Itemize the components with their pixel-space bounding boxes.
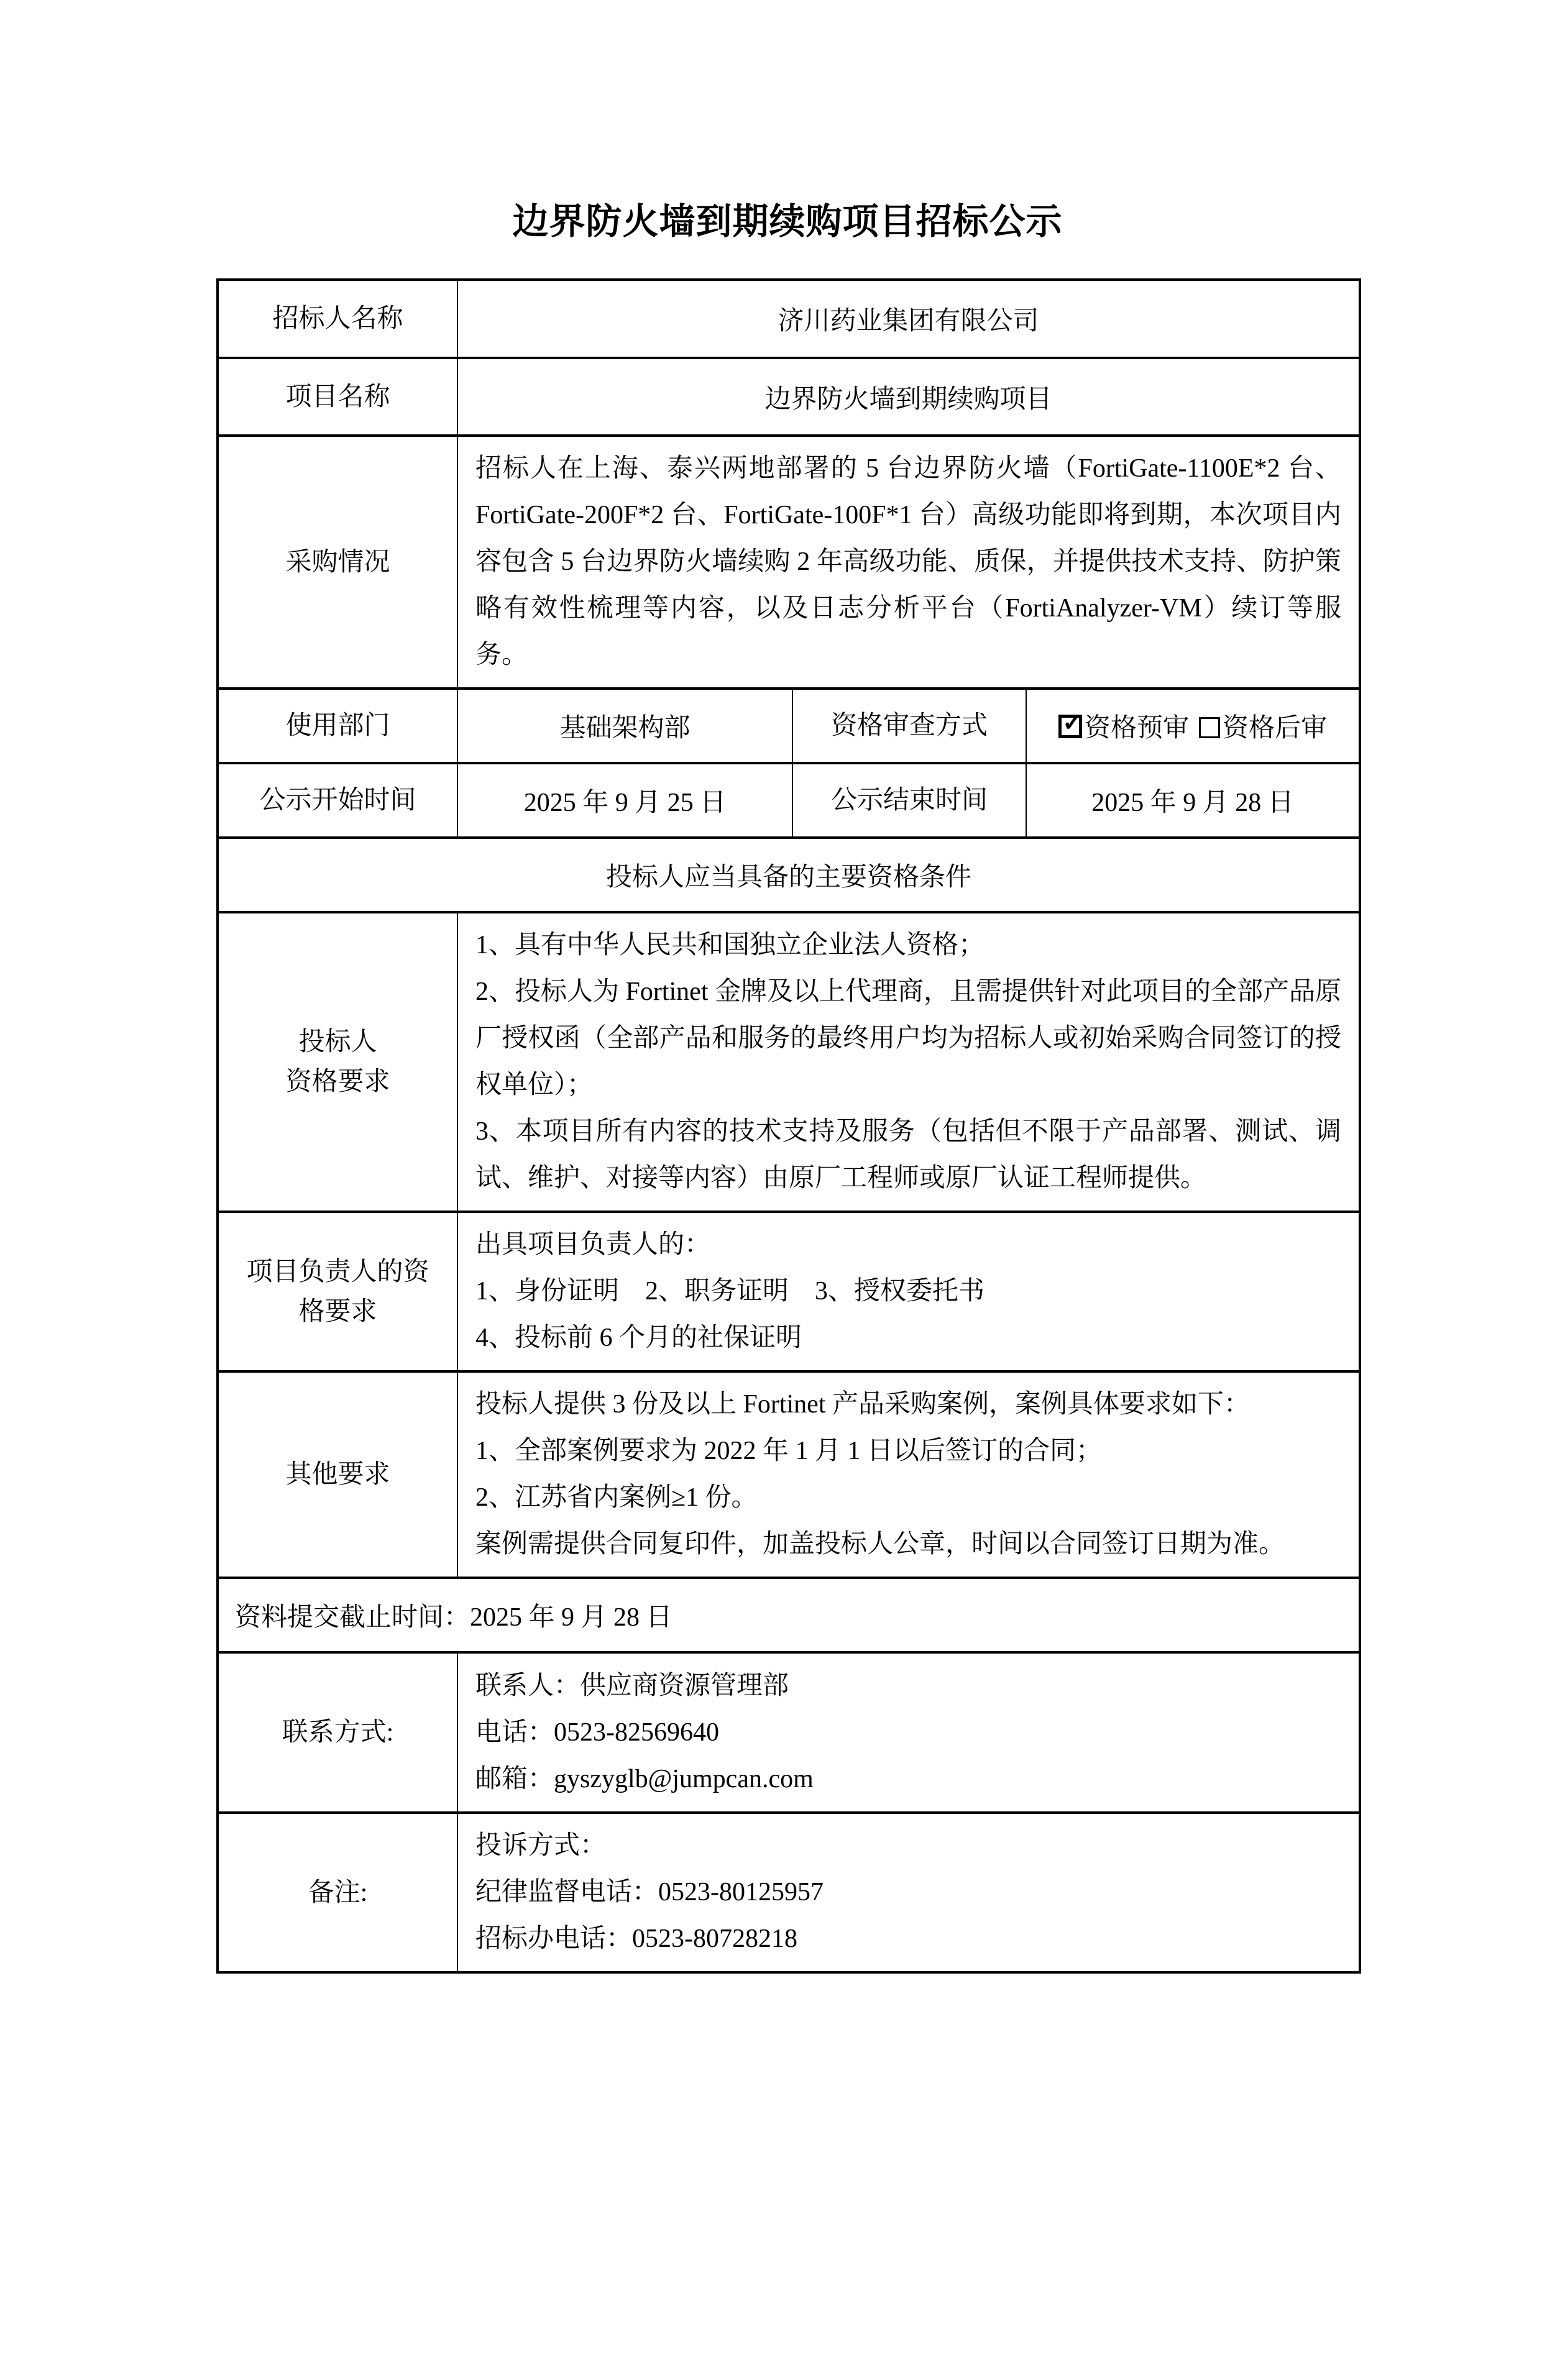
page-title: 边界防火墙到期续购项目招标公示 (512, 201, 1063, 242)
row-other-requirements (218, 1371, 1360, 1578)
row-project-name (218, 358, 1360, 436)
bidder-name-label: 招标人名称 (218, 280, 457, 358)
manager-qualification-line: 1、身份证明 2、职务证明 3、授权委托书 (475, 1277, 985, 1306)
other-requirements-label: 其他要求 (218, 1371, 457, 1578)
row-procurement (218, 436, 1360, 689)
remarks-line: 投诉方式： (475, 1831, 607, 1860)
row-bidder-name (218, 280, 1360, 358)
qualification-section-header: 投标人应当具备的主要资格条件 (218, 838, 1360, 912)
row-contact (218, 1652, 1360, 1813)
publicity-end-value: 2025 年 9 月 28 日 (1026, 763, 1360, 838)
remarks-line: 纪律监督电话：0523-80125957 (475, 1878, 824, 1906)
qualification-review-options (1026, 689, 1360, 763)
checkmark-icon: ✓ (1062, 708, 1083, 736)
checkbox-unchecked-icon (1199, 717, 1220, 738)
qualification-review-label: 资格审查方式 (792, 689, 1026, 763)
row-publicity-time (218, 763, 1360, 838)
remarks-label: 备注: (218, 1813, 457, 1972)
publicity-end-label: 公示结束时间 (792, 763, 1026, 838)
checkbox-checked-icon (1058, 708, 1083, 738)
using-department-value: 基础架构部 (457, 689, 792, 763)
bidder-qualification-item: 2、投标人为 Fortinet 金牌及以上代理商，且需提供针对此项目的全部产品原厂授权函（全部产品和服务的最终用户均为招标人或初始采购合同签订的授权单位）； (475, 977, 1341, 1099)
row-qualification-header (218, 838, 1360, 912)
row-manager-qualification (218, 1212, 1360, 1371)
procurement-value: 招标人在上海、泰兴两地部署的 5 台边界防火墙（FortiGate-1100E*2 台、FortiGate-200F*2 台、FortiGate-100F*1 台）高级功能即将到期，本次项目内容包含 5 台边界防火墙续购 2 年高级功能、质保，并提供技术支持、防护策略有效性梳理等内容，以及日志分析平台（FortiAnalyzer-VM）续订等服务。 (457, 436, 1360, 689)
other-requirements-line: 案例需提供合同复印件，加盖投标人公章，时间以合同签订日期为准。 (475, 1530, 1285, 1558)
bidder-qualification-label (218, 912, 457, 1212)
option-prequalification-label: 资格预审 (1084, 714, 1189, 743)
project-name-value: 边界防火墙到期续购项目 (457, 358, 1360, 436)
remarks-content (457, 1813, 1360, 1972)
contact-line: 电话：0523-82569640 (475, 1718, 719, 1747)
other-requirements-line: 投标人提供 3 份及以上 Fortinet 产品采购案例，案例具体要求如下： (475, 1390, 1250, 1419)
contact-content (457, 1652, 1360, 1813)
manager-qualification-line: 4、投标前 6 个月的社保证明 (475, 1324, 802, 1352)
option-postqualification (1199, 707, 1327, 744)
announcement-table (216, 278, 1361, 1974)
row-submission-deadline (218, 1578, 1360, 1652)
option-prequalification (1058, 707, 1189, 744)
other-requirements-content (457, 1371, 1360, 1578)
bidder-qualification-label-line2: 资格要求 (285, 1068, 390, 1096)
bidder-name-value: 济川药业集团有限公司 (457, 280, 1360, 358)
bidder-qualification-item: 1、具有中华人民共和国独立企业法人资格； (475, 931, 985, 959)
remarks-line: 招标办电话：0523-80728218 (475, 1925, 797, 1953)
document-body (216, 200, 1359, 1974)
row-remarks (218, 1813, 1360, 1972)
publicity-start-value: 2025 年 9 月 25 日 (457, 763, 792, 838)
submission-deadline: 资料提交截止时间：2025 年 9 月 28 日 (218, 1578, 1360, 1652)
bidder-qualification-content (457, 912, 1360, 1212)
manager-qualification-content (457, 1212, 1360, 1371)
bidder-qualification-label-line1: 投标人 (298, 1028, 377, 1056)
manager-qualification-label: 项目负责人的资格要求 (218, 1212, 457, 1371)
project-name-label: 项目名称 (218, 358, 457, 436)
contact-line: 联系人：供应商资源管理部 (475, 1671, 789, 1700)
other-requirements-line: 1、全部案例要求为 2022 年 1 月 1 日以后签订的合同； (475, 1437, 1103, 1465)
option-postqualification-label: 资格后审 (1223, 714, 1328, 743)
procurement-label: 采购情况 (218, 436, 457, 689)
using-department-label: 使用部门 (218, 689, 457, 763)
row-bidder-qualification (218, 912, 1360, 1212)
row-department-review (218, 689, 1360, 763)
manager-qualification-line: 出具项目负责人的： (475, 1230, 711, 1259)
document-page (0, 200, 1542, 2380)
bidder-qualification-item: 3、本项目所有内容的技术支持及服务（包括但不限于产品部署、测试、调试、维护、对接等内容）由原厂工程师或原厂认证工程师提供。 (475, 1117, 1341, 1192)
contact-label: 联系方式: (218, 1652, 457, 1813)
contact-line: 邮箱：gyszyglb@jumpcan.com (475, 1764, 814, 1793)
publicity-start-label: 公示开始时间 (218, 763, 457, 838)
other-requirements-line: 2、江苏省内案例≥1 份。 (475, 1483, 758, 1512)
